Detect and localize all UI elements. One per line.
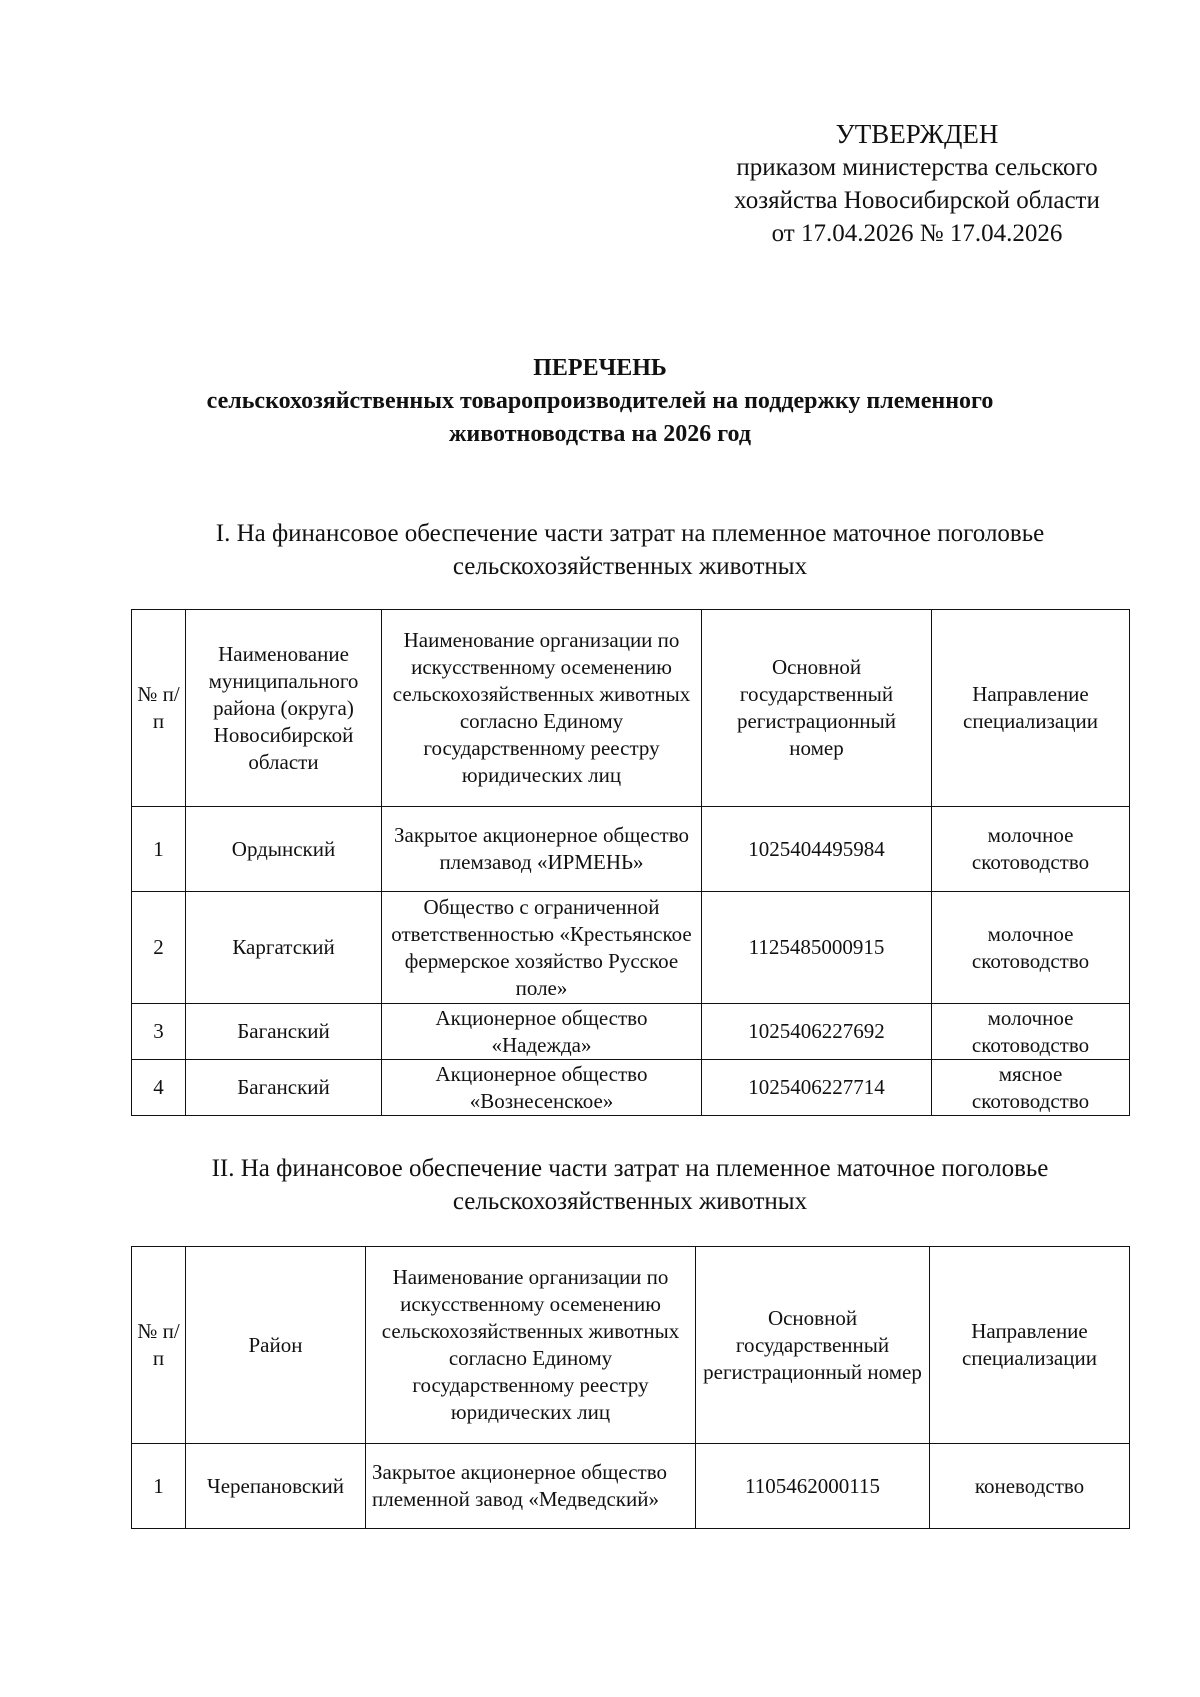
column-header: Наименование организации по искусственному осеменению сельскохозяйственных животных согласно Единому государственному реестру юридических лиц: [382, 610, 702, 807]
specialization-cell: мясное скотоводство: [932, 1060, 1130, 1116]
district-cell: Каргатский: [186, 892, 382, 1004]
organization-cell: Закрытое акционерное общество племенной завод «Медведский»: [366, 1444, 696, 1529]
table-row: [132, 807, 1130, 892]
table-row: [132, 1060, 1130, 1116]
district-cell: Баганский: [186, 1060, 382, 1116]
table-header-row: [132, 1247, 1130, 1444]
row-number: 3: [132, 1004, 186, 1060]
column-header: Район: [186, 1247, 366, 1444]
district-cell: Ордынский: [186, 807, 382, 892]
column-header: Основной государственный регистрационный номер: [696, 1247, 930, 1444]
approval-heading: УТВЕРЖДЕН: [835, 119, 999, 149]
approval-date: от 17.04.2026 № 17.04.2026: [771, 220, 1063, 247]
section-2-heading: [140, 1152, 1120, 1218]
approval-stamp: [712, 118, 1122, 250]
row-number: 1: [132, 807, 186, 892]
column-header: Направление специализации: [930, 1247, 1130, 1444]
section-2-table: [131, 1246, 1130, 1529]
approval-line: хозяйства Новосибирской области: [734, 187, 1100, 214]
table-row: [132, 1444, 1130, 1529]
ogrn-cell: 1025406227714: [702, 1060, 932, 1116]
title-line: сельскохозяйственных товаропроизводителей на поддержку племенного: [206, 388, 994, 414]
ogrn-cell: 1025406227692: [702, 1004, 932, 1060]
section-heading-line: сельскохозяйственных животных: [452, 1188, 808, 1215]
document-title: [120, 352, 1080, 451]
ogrn-cell: 1105462000115: [696, 1444, 930, 1529]
section-1-heading: [140, 517, 1120, 583]
organization-cell: Акционерное общество «Надежда»: [382, 1004, 702, 1060]
table-row: [132, 1004, 1130, 1060]
district-cell: Черепановский: [186, 1444, 366, 1529]
table-header-row: [132, 610, 1130, 807]
title-line: ПЕРЕЧЕНЬ: [533, 355, 667, 381]
section-heading-line: II. На финансовое обеспечение части затрат на племенное маточное поголовье: [211, 1155, 1049, 1182]
ogrn-cell: 1025404495984: [702, 807, 932, 892]
organization-cell: Акционерное общество «Вознесенское»: [382, 1060, 702, 1116]
specialization-cell: молочное скотоводство: [932, 892, 1130, 1004]
specialization-cell: молочное скотоводство: [932, 807, 1130, 892]
column-header: Основной государственный регистрационный номер: [702, 610, 932, 807]
title-line: животноводства на 2026 год: [449, 421, 751, 447]
row-number: 2: [132, 892, 186, 1004]
section-heading-line: сельскохозяйственных животных: [452, 553, 808, 580]
specialization-cell: молочное скотоводство: [932, 1004, 1130, 1060]
specialization-cell: коневодство: [930, 1444, 1130, 1529]
table-row: [132, 892, 1130, 1004]
column-header: № п/п: [132, 610, 186, 807]
column-header: Направление специализации: [932, 610, 1130, 807]
row-number: 1: [132, 1444, 186, 1529]
section-1-table: [131, 609, 1130, 1116]
approval-line: приказом министерства сельского: [736, 154, 1098, 181]
row-number: 4: [132, 1060, 186, 1116]
organization-cell: Закрытое акционерное общество племзавод «ИРМЕНЬ»: [382, 807, 702, 892]
column-header: № п/п: [132, 1247, 186, 1444]
section-heading-line: I. На финансовое обеспечение части затрат на племенное маточное поголовье: [215, 520, 1045, 547]
column-header: Наименование организации по искусственному осеменению сельскохозяйственных животных согласно Единому государственному реестру юридических лиц: [366, 1247, 696, 1444]
column-header: Наименование муниципального района (округа) Новосибирской области: [186, 610, 382, 807]
ogrn-cell: 1125485000915: [702, 892, 932, 1004]
organization-cell: Общество с ограниченной ответственностью «Крестьянское фермерское хозяйство Русское поле»: [382, 892, 702, 1004]
district-cell: Баганский: [186, 1004, 382, 1060]
